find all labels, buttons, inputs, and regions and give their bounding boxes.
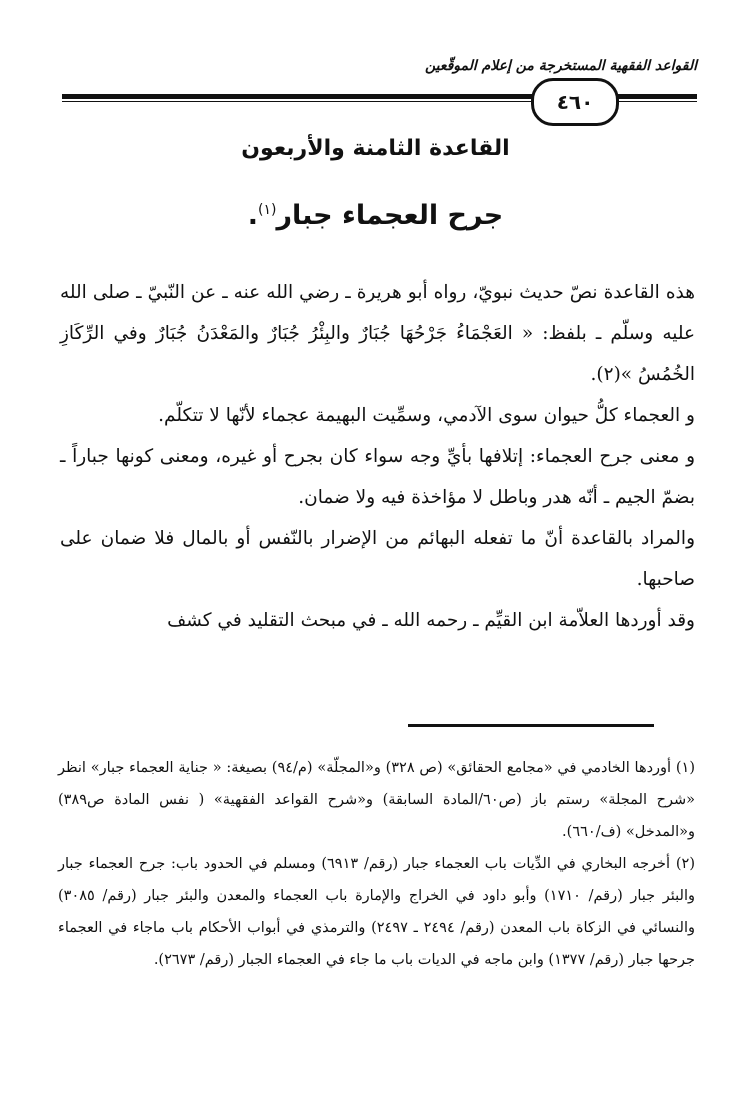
page-number: ٤٦٠ [531, 78, 619, 126]
footnote-separator [408, 724, 654, 727]
footnote-ref-1: (١) [257, 202, 277, 218]
running-title: القواعد الفقهية المستخرجة من إعلام الموقّعين [424, 58, 697, 74]
footnote-2: (٢) أخرجه البخاري في الدِّيات باب العجماء جبار (رقم/ ٦٩١٣) ومسلم في الحدود باب: جرح العجماء جبار والبئر جبار (رقم/ ١٧١٠) وأبو داود في الخراج والإمارة باب العجماء والمعدن والبئر جبار (رقم/ ٣٠٨٥) والنسائي في الزكاة باب المعدن (رقم/ ٢٤٩٤ ـ ٢٤٩٧) والترمذي في أبواب الأحكام باب ماجاء في العجماء جرحها جبار (رقم/ ١٣٧٧) وابن ماجه في الديات باب ما جاء في العجماء الجبار (رقم/ ٢٦٧٣). [58, 856, 695, 968]
paragraph: هذه القاعدة نصّ حديث نبويّ، رواه أبو هريرة ـ رضي الله عنه ـ عن النّبيّ ـ صلى الله عليه وسلّم ـ بلفظ: « العَجْمَاءُ جَرْحُهَا جُبَارٌ والبِئْرُ جُبَارٌ والمَعْدَنُ جُبَارٌ وفي الرِّكَازِ الخُمُسُ »(٢). [60, 282, 695, 385]
paragraph: والمراد بالقاعدة أنّ ما تفعله البهائم من الإضرار بالنّفس أو بالمال فلا ضمان على صاحبها. [60, 528, 695, 590]
rule-title [0, 200, 751, 231]
paragraph: وقد أوردها العلاّمة ابن القيِّم ـ رحمه الله ـ في مبحث التقليد في كشف [167, 610, 695, 631]
footnotes [58, 752, 695, 976]
footnote-1: (١) أوردها الخادمي في «مجامع الحقائق» (ص ٣٢٨) و«المجلّة» (م/٩٤) بصيغة: « جناية العجماء جبار» انظر «شرح المجلة» رستم باز (ص٦٠/المادة السابقة) و«شرح القواعد الفقهية» ( نفس المادة ص٣٨٩) و«المدخل» (ف/٦٦٠). [58, 760, 695, 840]
body-text [60, 272, 695, 641]
paragraph: و معنى جرح العجماء: إتلافها بأيِّ وجه سواء كان بجرح أو غيره، ومعنى كونها جباراً ـ بضمّ الجيم ـ أنّه هدر وباطل لا مؤاخذة فيه ولا ضمان. [60, 446, 695, 508]
rule-number-heading: القاعدة الثامنة والأربعون [241, 136, 510, 161]
rule-title-text: جرح العجماء جبار [276, 200, 504, 231]
paragraph: و العجماء كلُّ حيوان سوى الآدمي، وسمِّيت البهيمة عجماء لأنّها لا تتكلّم. [158, 405, 695, 426]
rule-title-period: . [247, 200, 258, 231]
